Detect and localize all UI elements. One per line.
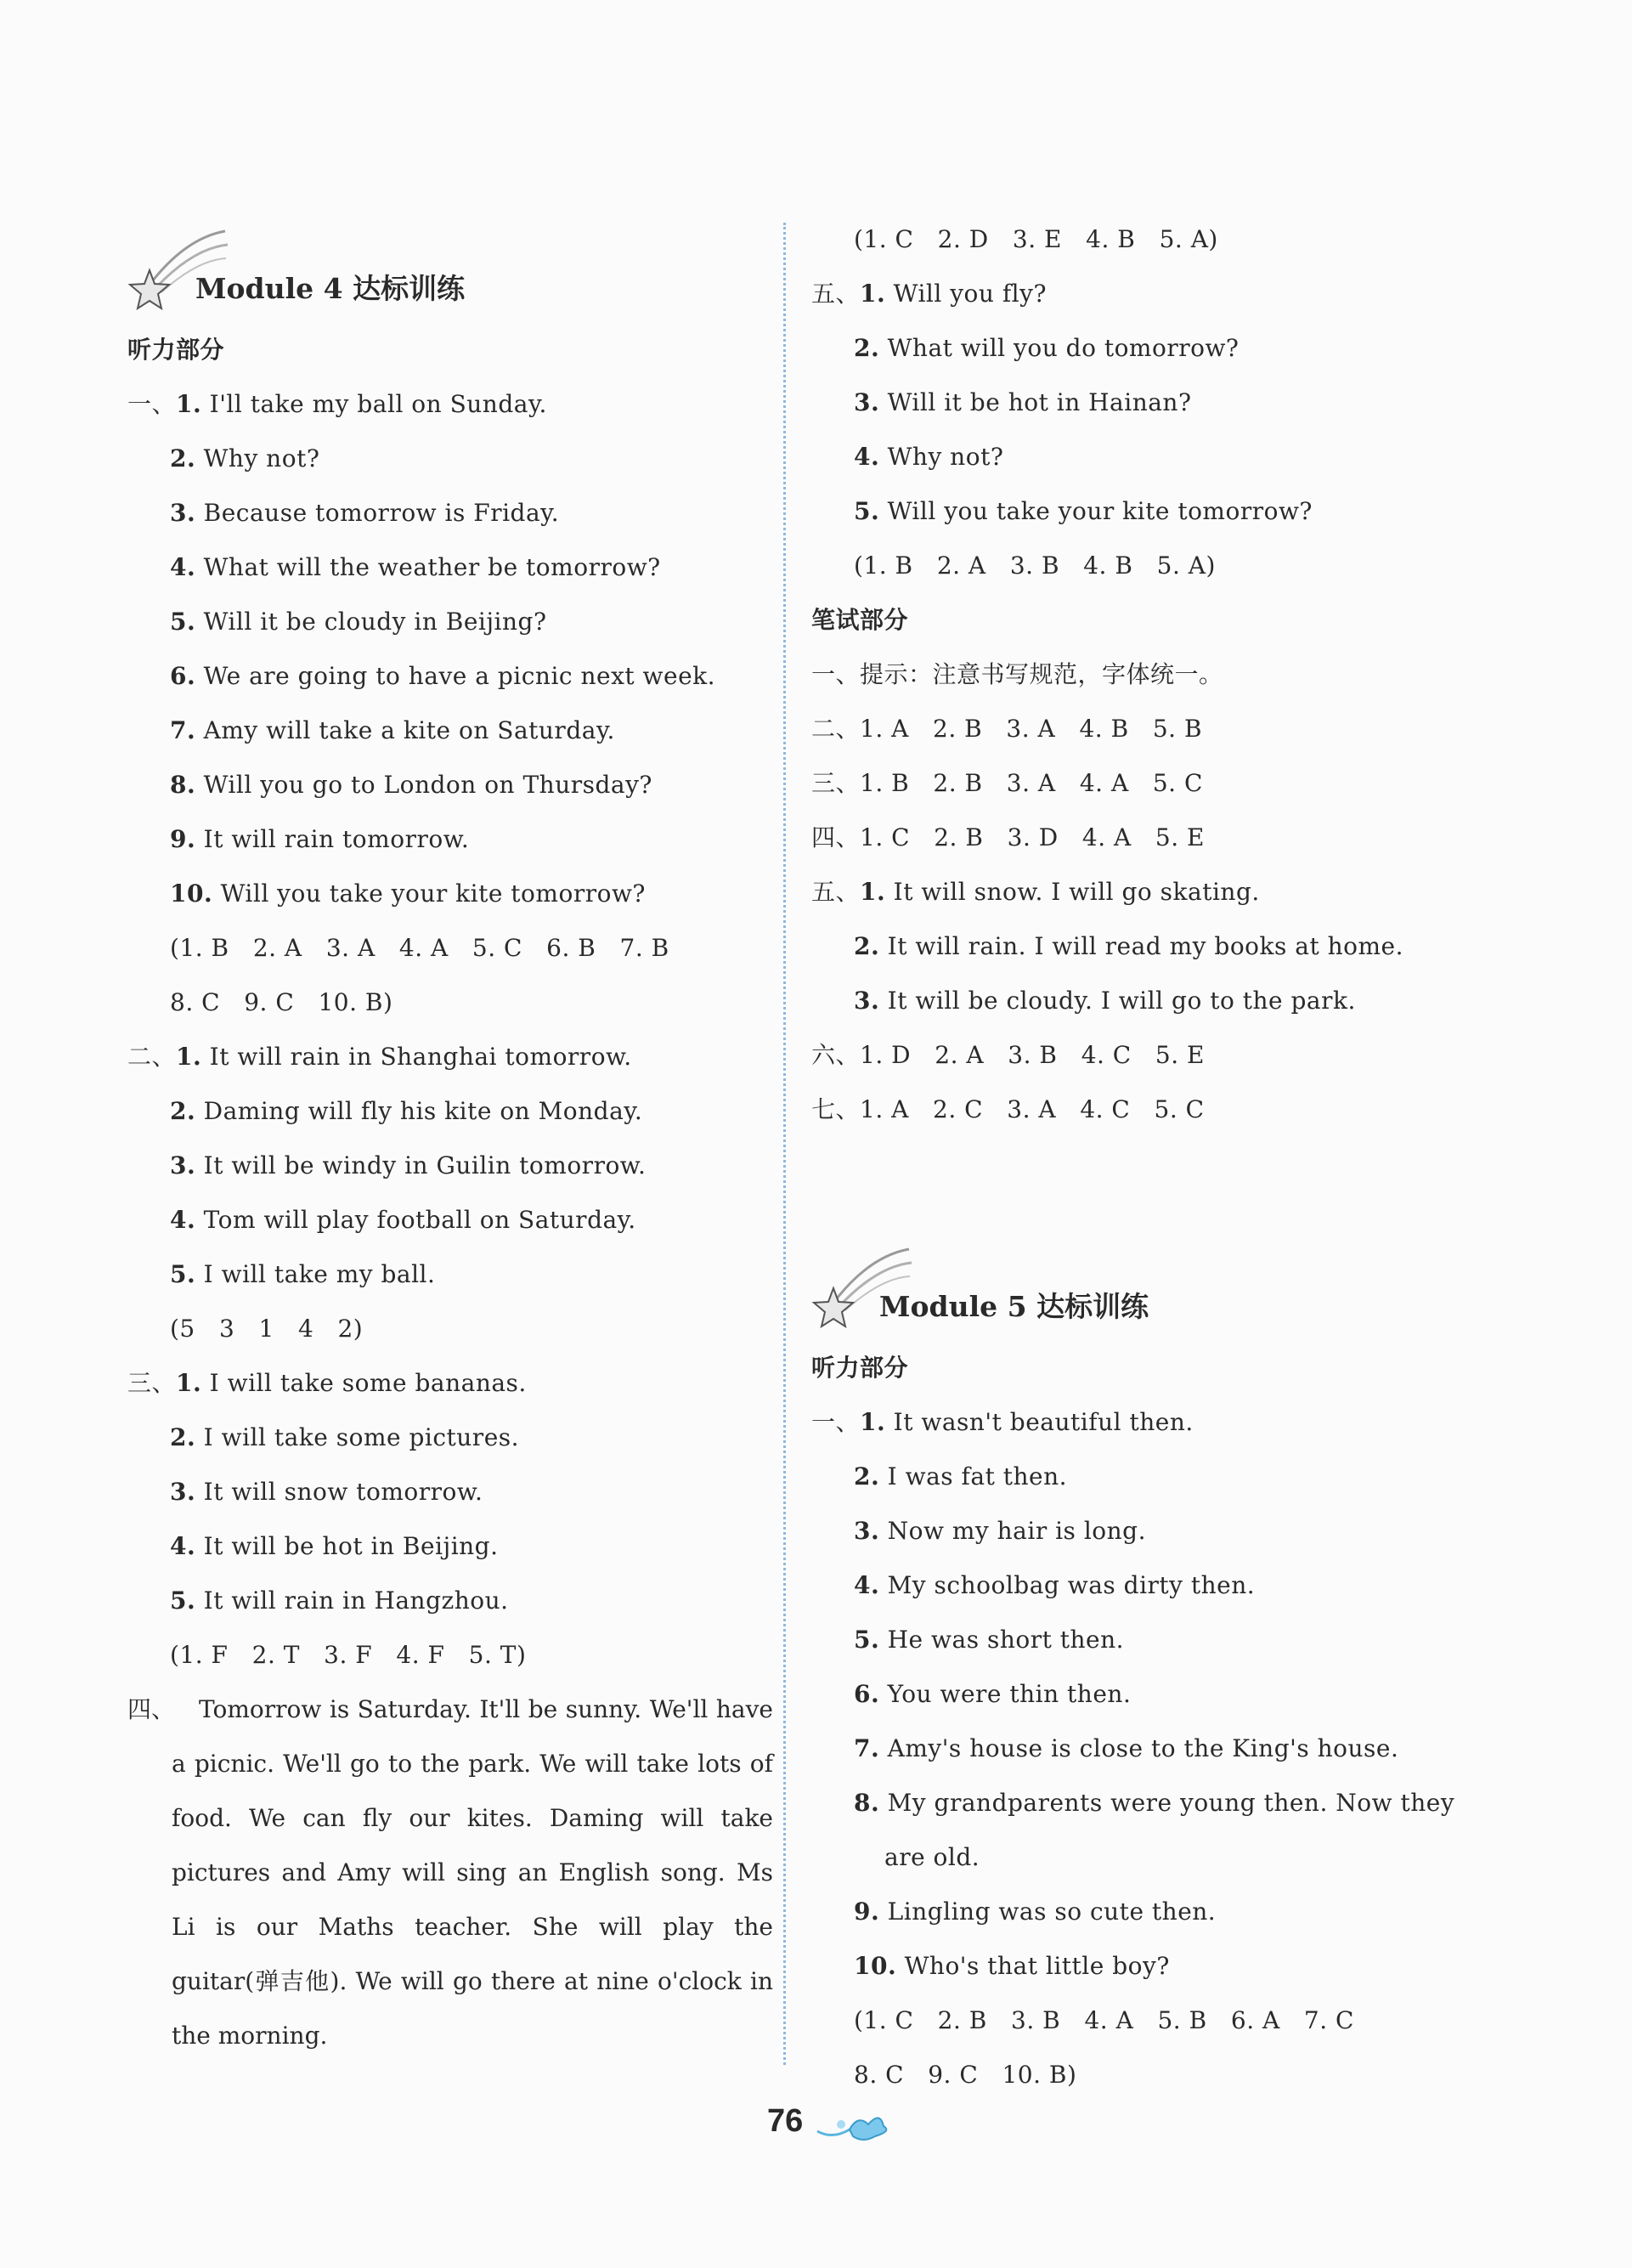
m5-item-10: 10. Who's that little boy? <box>854 1952 1170 1980</box>
w1-line: 一、提示：注意书写规范，字体统一。 <box>811 660 1223 688</box>
s1-answers-a: (1. B 2. A 3. A 4. A 5. C 6. B 7. B <box>170 934 669 962</box>
written-heading: 笔试部分 <box>811 606 909 634</box>
w3-line: 三、1. B 2. B 3. A 4. A 5. C <box>811 769 1203 797</box>
m5-item-5: 5. He was short then. <box>854 1626 1125 1654</box>
left-column <box>127 212 773 2063</box>
w4-line: 四、1. C 2. B 3. D 4. A 5. E <box>811 823 1205 851</box>
s2-answers: (5 3 1 4 2) <box>170 1315 364 1343</box>
m5-item-9: 9. Lingling was so cute then. <box>854 1898 1217 1926</box>
s5-item-4: 4. Why not? <box>854 443 1004 471</box>
s1-item-4: 4. What will the weather be tomorrow? <box>170 553 661 581</box>
s3-item-1: 三、1. I will take some bananas. <box>127 1369 527 1397</box>
w5-item-1: 五、1. It will snow. I will go skating. <box>811 878 1260 906</box>
m5-answers-a: (1. C 2. B 3. B 4. A 5. B 6. A 7. C <box>854 2006 1354 2034</box>
w6-line: 六、1. D 2. A 3. B 4. C 5. E <box>811 1041 1205 1069</box>
s1-item-2: 2. Why not? <box>170 444 320 472</box>
s1-item-8: 8. Will you go to London on Thursday? <box>170 771 652 799</box>
s2-item-4: 4. Tom will play football on Saturday. <box>170 1206 636 1234</box>
listening-heading: 听力部分 <box>127 336 225 364</box>
s1-answers-b: 8. C 9. C 10. B) <box>170 988 393 1016</box>
m5-listening-heading: 听力部分 <box>811 1354 909 1382</box>
s2-item-2: 2. Daming will fly his kite on Monday. <box>170 1097 643 1125</box>
m5-item-8: 8. My grandparents were young then. Now they <box>854 1789 1455 1817</box>
s1-item-7: 7. Amy will take a kite on Saturday. <box>170 716 615 744</box>
module5-title: Module 5 达标训练 <box>879 1290 1149 1323</box>
module4-header <box>127 212 773 323</box>
m5-item-4: 4. My schoolbag was dirty then. <box>854 1571 1256 1599</box>
m5-item-1: 一、1. It wasn't beautiful then. <box>811 1408 1194 1436</box>
m5-item-8-cont: are old. <box>884 1843 980 1871</box>
m5-item-6: 6. You were thin then. <box>854 1680 1132 1708</box>
s5-item-5: 5. Will you take your kite tomorrow? <box>854 497 1313 525</box>
s2-item-3: 3. It will be windy in Guilin tomorrow. <box>170 1151 647 1179</box>
s3-item-3: 3. It will snow tomorrow. <box>170 1478 483 1506</box>
s1-item-3: 3. Because tomorrow is Friday. <box>170 499 560 527</box>
flower-decoration-icon <box>816 2106 892 2148</box>
s1-item-1: 一、1. I'll take my ball on Sunday. <box>127 390 547 418</box>
w5-item-2: 2. It will rain. I will read my books at home. <box>854 932 1404 960</box>
s1-label: 一、 <box>127 390 177 418</box>
s1-item-9: 9. It will rain tomorrow. <box>170 825 470 853</box>
s4-label: 四、 <box>127 1695 176 1723</box>
w5-item-3: 3. It will be cloudy. I will go to the park. <box>854 987 1356 1015</box>
s2-item-5: 5. I will take my ball. <box>170 1260 436 1288</box>
page-number: 76 <box>767 2103 804 2139</box>
m5-item-7: 7. Amy's house is close to the King's house. <box>854 1734 1399 1762</box>
s4-text: Tomorrow is Saturday. It'll be sunny. We'll have a picnic. We'll go to the park. We will take lots of food. We can fly our kites. Daming will take pictures and Amy will sing an English song. Ms Li is our Maths teacher. She will play the guitar(弹吉他). We will go there at nine o'clock in the morning. <box>172 1695 773 2050</box>
s3-item-4: 4. It will be hot in Beijing. <box>170 1532 499 1560</box>
s5-item-3: 3. Will it be hot in Hainan? <box>854 388 1192 416</box>
s1-item-5: 5. Will it be cloudy in Beijing? <box>170 608 547 636</box>
s1-item-10: 10. Will you take your kite tomorrow? <box>170 879 646 908</box>
s3-item-5: 5. It will rain in Hangzhou. <box>170 1586 509 1615</box>
module5-header <box>811 1230 1482 1341</box>
s4-paragraph <box>127 1683 773 2063</box>
s5-answers: (1. B 2. A 3. B 4. B 5. A) <box>854 551 1216 580</box>
m5-item-3: 3. Now my hair is long. <box>854 1517 1146 1545</box>
m5-item-2: 2. I was fat then. <box>854 1462 1068 1490</box>
right-column <box>811 212 1482 2102</box>
s3-item-2: 2. I will take some pictures. <box>170 1423 520 1451</box>
s5-item-1: 五、1. Will you fly? <box>811 280 1047 308</box>
s3-answers: (1. F 2. T 3. F 4. F 5. T) <box>170 1641 527 1669</box>
w7-line: 七、1. A 2. C 3. A 4. C 5. C <box>811 1095 1205 1123</box>
module4-title: Module 4 达标训练 <box>195 272 466 305</box>
column-divider <box>783 223 786 2065</box>
s5-item-2: 2. What will you do tomorrow? <box>854 334 1240 362</box>
s1-item-6: 6. We are going to have a picnic next week. <box>170 662 716 690</box>
w2-line: 二、1. A 2. B 3. A 4. B 5. B <box>811 715 1203 743</box>
m5-answers-b: 8. C 9. C 10. B) <box>854 2061 1077 2089</box>
s2-item-1: 二、1. It will rain in Shanghai tomorrow. <box>127 1043 632 1071</box>
top-answers: (1. C 2. D 3. E 4. B 5. A) <box>854 225 1218 253</box>
